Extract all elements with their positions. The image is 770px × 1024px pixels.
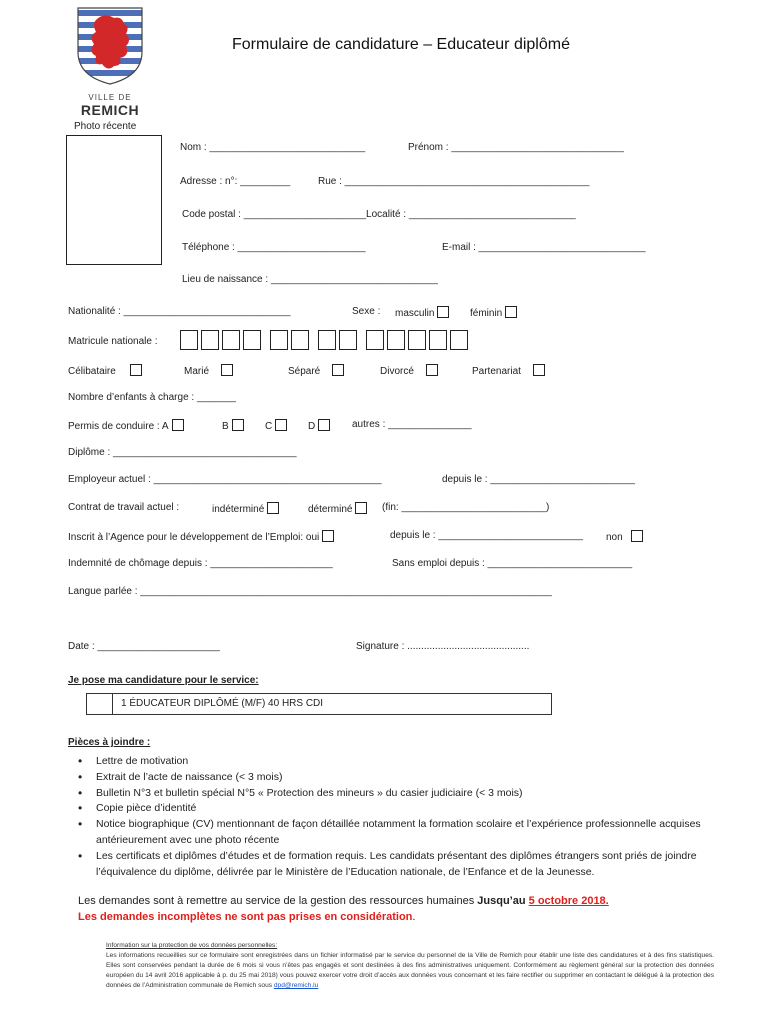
determine-label: déterminé (308, 504, 353, 515)
inscrit-label: Inscrit à l’Agence pour le développement de l’Emploi: oui (68, 532, 320, 543)
inscrit-non-label: non (606, 532, 623, 543)
indetermine-checkbox[interactable] (267, 502, 279, 514)
separe-checkbox[interactable] (332, 364, 344, 376)
telephone-field[interactable]: Téléphone : _______________________ (182, 242, 366, 253)
indetermine-option[interactable] (212, 502, 279, 515)
matricule-box[interactable] (429, 330, 447, 350)
matricule-box[interactable] (180, 330, 198, 350)
sexe-label: Sexe : (352, 306, 381, 317)
matricule-box[interactable] (243, 330, 261, 350)
crest-icon (74, 6, 146, 86)
logo-text-bottom: REMICH (80, 102, 140, 118)
permis-c-checkbox[interactable] (275, 419, 287, 431)
inscrit-option[interactable] (68, 530, 334, 543)
remise-text: Les demandes sont à remettre au service de la gestion des ressources humaines (78, 895, 475, 907)
separe-label: Séparé (288, 366, 321, 377)
masculin-option[interactable] (395, 306, 449, 319)
service-checkbox-cell[interactable] (87, 694, 113, 714)
date-field[interactable]: Date : ______________________ (68, 641, 220, 652)
permis-d-checkbox[interactable] (318, 419, 330, 431)
page-title: Formulaire de candidature – Educateur diplômé (232, 36, 570, 53)
permis-b-checkbox[interactable] (232, 419, 244, 431)
marie-checkbox[interactable] (221, 364, 233, 376)
permis-label: Permis de conduire : A (68, 421, 169, 432)
inscrit-depuis-field[interactable]: depuis le : __________________________ (390, 530, 583, 541)
partenariat-checkbox[interactable] (533, 364, 545, 376)
rue-field[interactable]: Rue : ____________________________________________ (318, 176, 590, 187)
masculin-checkbox[interactable] (437, 306, 449, 318)
langue-field[interactable]: Langue parlée : __________________________________________________________________________ (68, 586, 552, 597)
permis-b-label: B (222, 421, 229, 432)
list-item: • Copie pièce d’identité (78, 801, 718, 817)
logo (74, 6, 146, 118)
list-item: • Bulletin N°3 et bulletin spécial N°5 « Protection des mineurs » du casier judiciaire (< 3 mois) (78, 786, 718, 802)
matricule-box[interactable] (366, 330, 384, 350)
incomplete-end: . (412, 911, 416, 923)
nationalite-field[interactable]: Nationalité : ______________________________ (68, 306, 291, 317)
matricule-boxes[interactable] (180, 330, 471, 350)
list-item: • Les certificats et diplômes d’études et de formation requis. Les candidats présentant des diplômes étrangers sont priés de joindre l’équivalence du diplôme, délivrée par le Ministère de l’Education nationale, de l’Enfance et de la Jeunesse. (78, 849, 718, 881)
permis-b-option[interactable] (222, 419, 244, 432)
divorce-checkbox[interactable] (426, 364, 438, 376)
nom-field[interactable]: Nom : ____________________________ (180, 142, 366, 153)
email-field[interactable]: E-mail : ______________________________ (442, 242, 646, 253)
masculin-label: masculin (395, 308, 435, 319)
divorce-option[interactable] (380, 364, 438, 377)
feminin-option[interactable] (470, 306, 517, 319)
contrat-label: Contrat de travail actuel : (68, 502, 180, 513)
service-heading: Je pose ma candidature pour le service: (68, 675, 259, 686)
feminin-checkbox[interactable] (505, 306, 517, 318)
sans-emploi-field[interactable]: Sans emploi depuis : __________________________ (392, 558, 633, 569)
legal-email-link[interactable]: dpd@remich.lu (273, 982, 319, 989)
marie-option[interactable] (184, 364, 233, 377)
list-item: • Extrait de l’acte de naissance (< 3 mois) (78, 770, 718, 786)
permis-d-label: D (308, 421, 316, 432)
inscrit-non-checkbox[interactable] (631, 530, 643, 542)
remise-notice (78, 895, 609, 907)
inscrit-non-option[interactable] (606, 530, 643, 543)
deadline-text: 5 octobre 2018. (528, 895, 609, 907)
celibataire-option[interactable] (68, 364, 142, 377)
celibataire-checkbox[interactable] (130, 364, 142, 376)
permis-a-option[interactable] (68, 419, 184, 432)
divorce-label: Divorcé (380, 366, 414, 377)
list-item: • Lettre de motivation (78, 754, 718, 770)
matricule-label: Matricule nationale : (68, 336, 158, 347)
incomplete-notice (78, 911, 415, 923)
indetermine-label: indéterminé (212, 504, 265, 515)
adresse-field[interactable]: Adresse : n°: _________ (180, 176, 291, 187)
feminin-label: féminin (470, 308, 503, 319)
matricule-box[interactable] (291, 330, 309, 350)
marie-label: Marié (184, 366, 210, 377)
matricule-box[interactable] (339, 330, 357, 350)
legal-title: Information sur la protection de vos données personnelles: (106, 942, 278, 949)
inscrit-oui-checkbox[interactable] (322, 530, 334, 542)
code-postal-field[interactable]: Code postal : ______________________Localité : ______________________________ (182, 209, 576, 220)
permis-c-label: C (265, 421, 273, 432)
legal-text: Les informations recueillies sur ce formulaire sont enregistrées dans un fichier informatisé par le service du personnel de la Ville de Remich pour établir une liste des candidatures et à des fins statistiques. Elles sont conservées pendant la durée de 6 mois si vous n’êtes pas engagés et sont destinées à des fins administratives uniquement. Conformément au règlement général sur la protection des données européen du 14 avril 2016 applicable à p. du 25 mai 2018) vous pouvez exercer votre droit d’accès aux données vous concernant et les faire rectifier ou supprimer en contactant le délégué à la protection des données de l’Administration communale de Remich sous (106, 952, 714, 989)
matricule-box[interactable] (270, 330, 288, 350)
partenariat-label: Partenariat (472, 366, 521, 377)
pieces-heading: Pièces à joindre : (68, 737, 151, 748)
employeur-depuis-field[interactable]: depuis le : __________________________ (442, 474, 635, 485)
celibataire-label: Célibataire (68, 366, 116, 377)
service-table (86, 693, 552, 715)
fin-field[interactable]: (fin: __________________________) (382, 502, 550, 513)
employeur-field[interactable]: Employeur actuel : _________________________________________ (68, 474, 382, 485)
matricule-box[interactable] (387, 330, 405, 350)
logo-text-top: VILLE DE (88, 93, 132, 102)
matricule-box[interactable] (201, 330, 219, 350)
separe-option[interactable] (288, 364, 344, 377)
photo-label: Photo récente (74, 121, 137, 132)
permis-autres-field[interactable]: autres : _______________ (352, 419, 472, 430)
indemnite-field[interactable]: Indemnité de chômage depuis : ______________________ (68, 558, 333, 569)
permis-a-checkbox[interactable] (172, 419, 184, 431)
service-option: 1 ÉDUCATEUR DIPLÔMÉ (M/F) 40 HRS CDI (121, 698, 324, 709)
permis-d-option[interactable] (308, 419, 330, 432)
matricule-box[interactable] (408, 330, 426, 350)
legal-notice (106, 941, 714, 991)
photo-box (66, 135, 162, 265)
lieu-naissance-field[interactable]: Lieu de naissance : ______________________________ (182, 274, 438, 285)
matricule-box[interactable] (450, 330, 468, 350)
enfants-field[interactable]: Nombre d’enfants à charge : _______ (68, 392, 236, 403)
matricule-box[interactable] (222, 330, 240, 350)
matricule-box[interactable] (318, 330, 336, 350)
determine-option[interactable] (308, 502, 367, 515)
signature-field[interactable]: Signature : ............................................ (356, 641, 530, 652)
partenariat-option[interactable] (472, 364, 545, 377)
determine-checkbox[interactable] (355, 502, 367, 514)
incomplete-text: Les demandes incomplètes ne sont pas prises en considération (78, 911, 413, 923)
pieces-list (78, 754, 718, 880)
jusqu-text: Jusqu’au (477, 895, 526, 907)
diplome-field[interactable]: Diplôme : _________________________________ (68, 447, 297, 458)
list-item: • Notice biographique (CV) mentionnant de façon détaillée notamment la formation scolaire et l’expérience professionnelle acquises antérieurement avec une photo récente (78, 817, 718, 849)
permis-c-option[interactable] (265, 419, 287, 432)
prenom-field[interactable]: Prénom : _______________________________ (408, 142, 624, 153)
